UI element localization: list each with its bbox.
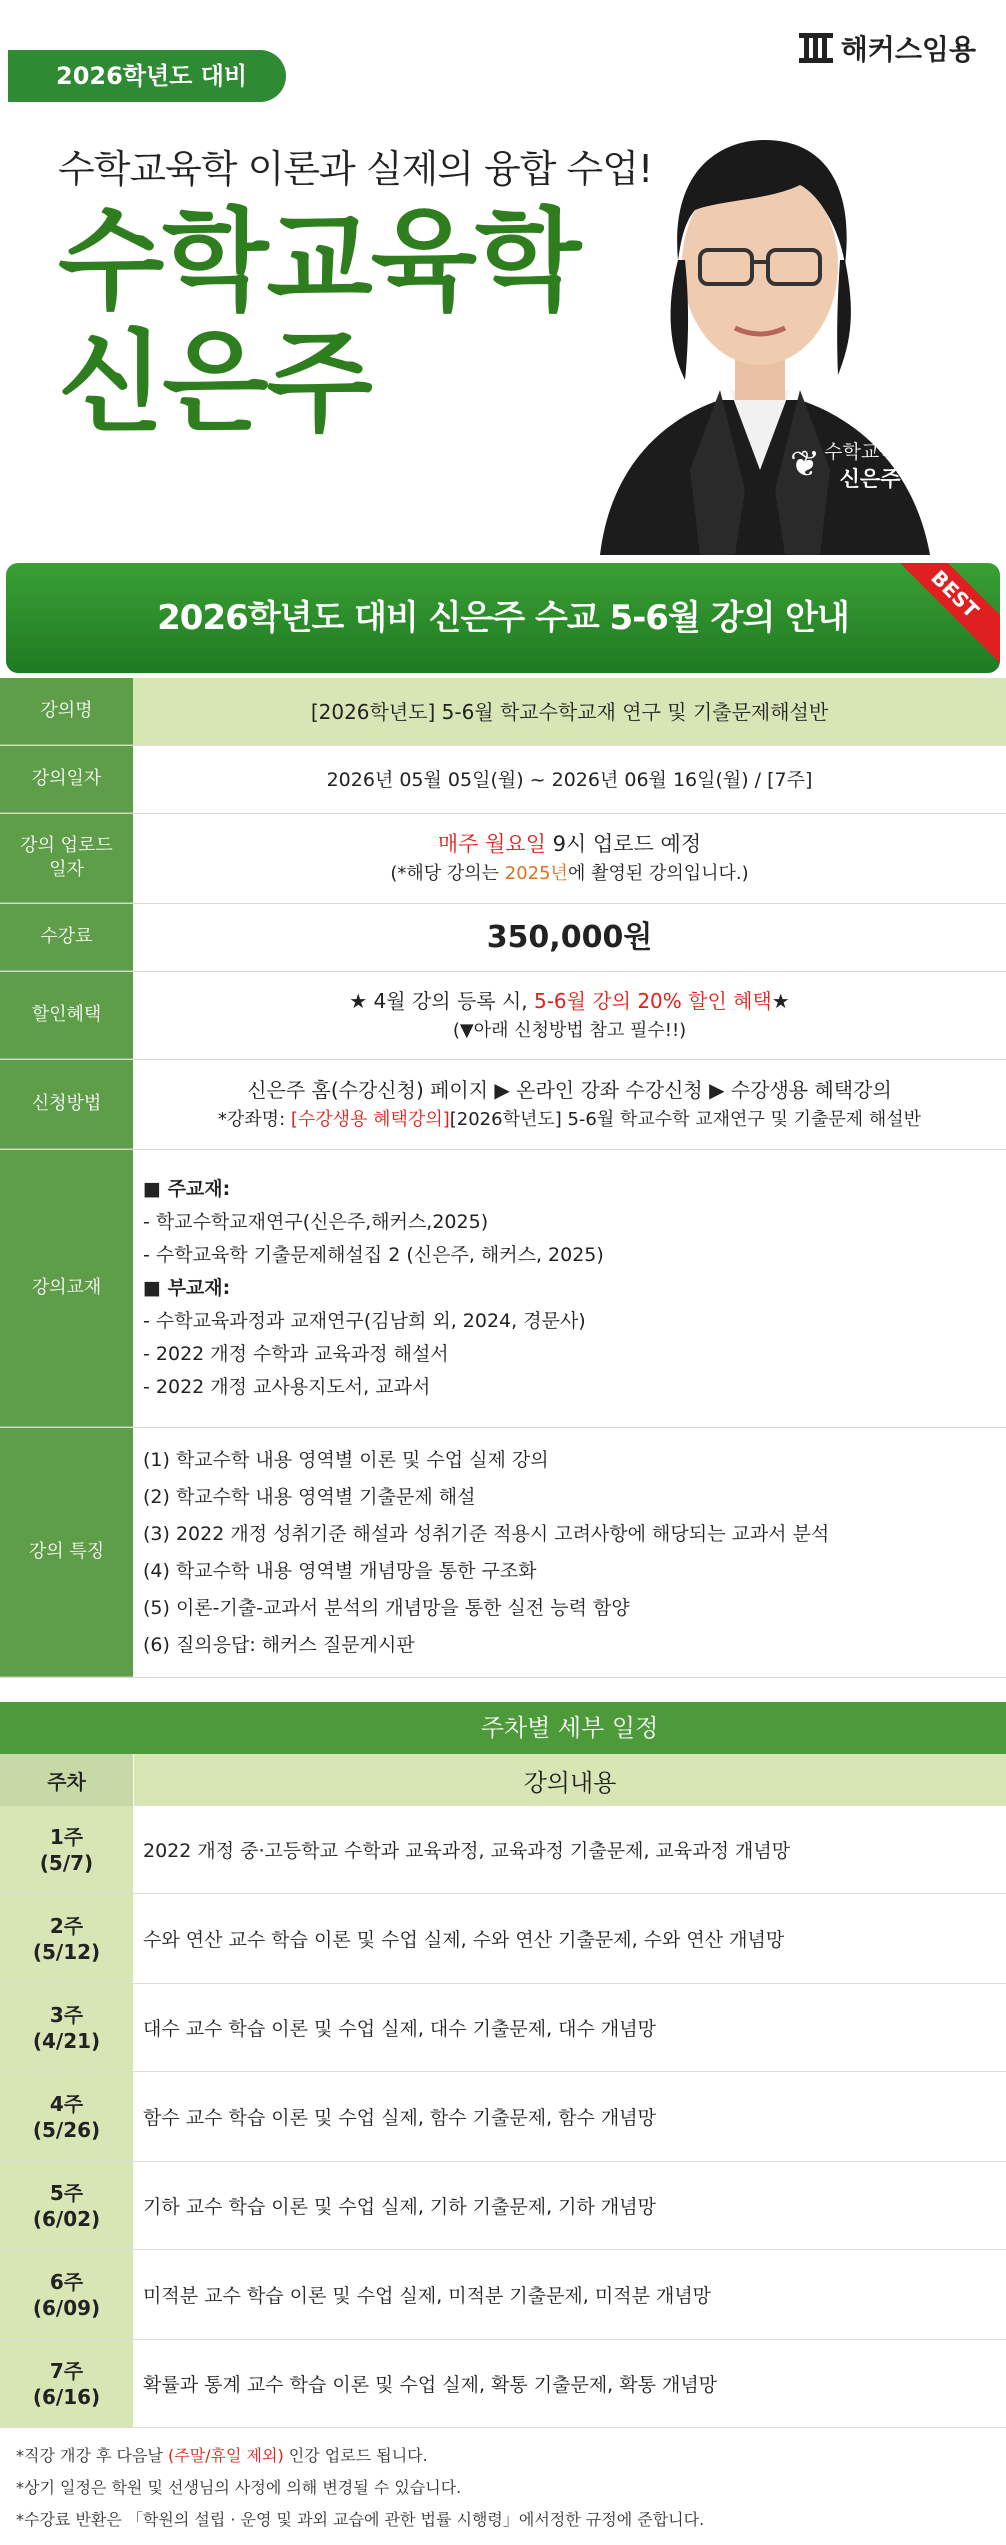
week-cell <box>0 2340 133 2427</box>
discount-highlight: 5-6월 강의 20% 할인 혜택 <box>533 988 772 1013</box>
label-course-name: 강의명 <box>0 678 133 745</box>
feature-2: (2) 학교수학 내용 영역별 기출문제 해설 <box>143 1485 476 1508</box>
note-upload-b: 인강 업로드 됩니다. <box>283 2446 428 2465</box>
label-apply: 신청방법 <box>0 1060 133 1149</box>
week-date: (5/12) <box>32 1939 101 1964</box>
row-apply <box>0 1060 1006 1150</box>
value-features <box>133 1428 1006 1677</box>
apply-course-b: [2026학년도] 5-6월 학교수학 교재연구 및 기출문제 해설반 <box>449 1108 922 1130</box>
week-date: (4/21) <box>32 2028 101 2053</box>
value-apply <box>133 1060 1006 1149</box>
feature-5: (5) 이론-기출-교과서 분석의 개념망을 통한 실전 능력 함양 <box>143 1596 630 1619</box>
week-content: 대수 교수 학습 이론 및 수업 실제, 대수 기출문제, 대수 개념망 <box>143 2018 656 2040</box>
schedule-row <box>0 2340 1006 2428</box>
week-number: 3주 <box>49 2002 84 2027</box>
books-sub-head: ■ 부교재: <box>143 1277 231 1299</box>
hero-title-line2: 신은주 <box>58 319 371 447</box>
book-main-1: - 학교수학교재연구(신은주,해커스,2025) <box>143 1211 489 1233</box>
badge-name: 신은주 <box>839 467 901 491</box>
schedule-row <box>0 2072 1006 2162</box>
week-content: 2022 개정 중·고등학교 수학과 교육과정, 교육과정 기출문제, 교육과정 개념망 <box>143 1840 791 1862</box>
value-fee: 350,000원 <box>486 919 653 955</box>
label-books: 강의교재 <box>0 1150 133 1427</box>
week-date: (6/02) <box>32 2206 101 2231</box>
apply-course-a: *강좌명: <box>217 1108 291 1130</box>
week-cell <box>0 1894 133 1983</box>
row-course-name <box>0 678 1006 746</box>
year-pill: 2026학년도 대비 <box>8 50 286 102</box>
value-dates: 2026년 05월 05일(월) ~ 2026년 06월 16일(월) / [7주] <box>326 768 813 791</box>
schedule-row <box>0 2162 1006 2250</box>
upload-note-a: (*해당 강의는 <box>390 862 505 884</box>
books-main-head: ■ 주교재: <box>143 1178 231 1200</box>
note-upload-a: *직강 개강 후 다음날 <box>16 2446 168 2465</box>
discount-note: (▼아래 신청방법 참고 필수!!) <box>452 1019 687 1041</box>
book-sub-3: - 2022 개정 교사용지도서, 교과서 <box>143 1376 431 1398</box>
schedule-columns <box>0 1754 1006 1806</box>
week-cell <box>0 2162 133 2249</box>
value-course-name: [2026학년도] 5-6월 학교수학교재 연구 및 기출문제해설반 <box>133 678 1006 745</box>
week-number: 2주 <box>49 1913 84 1938</box>
week-content: 수와 연산 교수 학습 이론 및 수업 실제, 수와 연산 기출문제, 수와 연산 개념망 <box>143 1929 785 1951</box>
discount-b: ★ <box>771 988 790 1013</box>
hero-section <box>0 0 1006 555</box>
week-content: 미적분 교수 학습 이론 및 수업 실제, 미적분 기출문제, 미적분 개념망 <box>143 2285 712 2307</box>
logo-text: 해커스임용 <box>840 33 976 66</box>
week-number: 6주 <box>49 2269 84 2294</box>
feature-1: (1) 학교수학 내용 영역별 이론 및 수업 실제 강의 <box>143 1448 549 1471</box>
book-sub-1: - 수학교육과정과 교재연구(김남희 외, 2024, 경문사) <box>143 1310 586 1332</box>
upload-time: 9시 업로드 예정 <box>546 831 702 856</box>
week-cell <box>0 2250 133 2339</box>
label-discount: 할인혜택 <box>0 972 133 1059</box>
upload-day: 매주 월요일 <box>437 831 546 856</box>
book-sub-2: - 2022 개정 수학과 교육과정 해설서 <box>143 1343 449 1365</box>
apply-path: 신은주 홈(수강신청) 페이지 ▶ 온라인 강좌 수강신청 ▶ 수강생용 혜택강의 <box>247 1077 892 1102</box>
schedule-header-spacer <box>0 1702 133 1754</box>
week-number: 4주 <box>49 2091 84 2116</box>
row-discount <box>0 972 1006 1060</box>
schedule-row <box>0 1806 1006 1894</box>
week-cell <box>0 2072 133 2161</box>
apply-course-highlight: [수강생용 혜택강의] <box>290 1108 450 1130</box>
value-books <box>133 1150 1006 1427</box>
schedule-row <box>0 1984 1006 2072</box>
week-cell <box>0 1984 133 2071</box>
week-date: (6/16) <box>32 2384 101 2409</box>
label-features: 강의 특징 <box>0 1428 133 1677</box>
label-fee: 수강료 <box>0 904 133 971</box>
week-date: (5/7) <box>39 1850 94 1875</box>
note-upload <box>16 2440 996 2472</box>
row-fee <box>0 904 1006 972</box>
row-dates <box>0 746 1006 814</box>
badge-subject: 수학교육학 <box>824 441 916 463</box>
schedule-row <box>0 1894 1006 1984</box>
week-content: 기하 교수 학습 이론 및 수업 실제, 기하 기출문제, 기하 개념망 <box>143 2196 656 2218</box>
hero-title-line1: 수학교육학 <box>58 197 580 325</box>
logo[interactable] <box>799 28 976 68</box>
value-upload <box>133 814 1006 903</box>
laurel-right-icon: ❦ <box>919 444 950 485</box>
week-content: 함수 교수 학습 이론 및 수업 실제, 함수 기출문제, 함수 개념망 <box>143 2107 656 2129</box>
week-number: 5주 <box>49 2180 84 2205</box>
week-cell <box>0 1806 133 1893</box>
feature-3: (3) 2022 개정 성취기준 해설과 성취기준 적용시 고려사항에 해당되는 교과서 분석 <box>143 1522 830 1545</box>
schedule-row <box>0 2250 1006 2340</box>
week-date: (5/26) <box>32 2117 101 2142</box>
week-content: 확률과 통계 교수 학습 이론 및 수업 실제, 확통 기출문제, 확통 개념망 <box>143 2374 718 2396</box>
best-ribbon: BEST <box>883 563 1000 666</box>
schedule-title: 주차별 세부 일정 <box>133 1702 1006 1754</box>
hero-subtitle: 수학교육학 이론과 실제의 융합 수업! <box>58 147 653 191</box>
hero-title <box>58 197 580 447</box>
col-content: 강의내용 <box>133 1754 1006 1806</box>
course-info-table <box>0 678 1006 1678</box>
value-discount <box>133 972 1006 1059</box>
week-date: (6/09) <box>32 2295 101 2320</box>
upload-note-b: 에 촬영된 강의입니다.) <box>567 862 749 884</box>
hackers-logo-icon <box>799 33 833 63</box>
instructor-badge <box>790 438 950 510</box>
note-schedule-change: *상기 일정은 학원 및 선생님의 사정에 의해 변경될 수 있습니다. <box>16 2478 462 2497</box>
book-main-2: - 수학교육학 기출문제해설집 2 (신은주, 해커스, 2025) <box>143 1244 604 1266</box>
feature-6: (6) 질의응답: 해커스 질문게시판 <box>143 1633 415 1656</box>
upload-note-year: 2025년 <box>504 862 568 884</box>
col-week: 주차 <box>0 1754 133 1806</box>
banner-title: 2026학년도 대비 신은주 수교 5-6월 강의 안내 <box>157 598 849 638</box>
note-upload-highlight: (주말/휴일 제외) <box>168 2446 284 2465</box>
feature-4: (4) 학교수학 내용 영역별 개념망을 통한 구조화 <box>143 1559 537 1582</box>
label-upload: 강의 업로드 일자 <box>0 814 133 903</box>
label-dates: 강의일자 <box>0 746 133 813</box>
row-features <box>0 1428 1006 1678</box>
row-books <box>0 1150 1006 1428</box>
announcement-banner <box>6 563 1000 673</box>
discount-a: ★ 4월 강의 등록 시, <box>349 988 534 1013</box>
week-number: 7주 <box>49 2358 84 2383</box>
laurel-left-icon: ❦ <box>790 444 821 485</box>
week-number: 1주 <box>49 1824 84 1849</box>
footnotes <box>16 2440 996 2536</box>
note-refund: *수강료 반환은 「학원의 설립 · 운영 및 과외 교습에 관한 법률 시행령」에서정한 규정에 준합니다. <box>16 2510 705 2529</box>
row-upload <box>0 814 1006 904</box>
